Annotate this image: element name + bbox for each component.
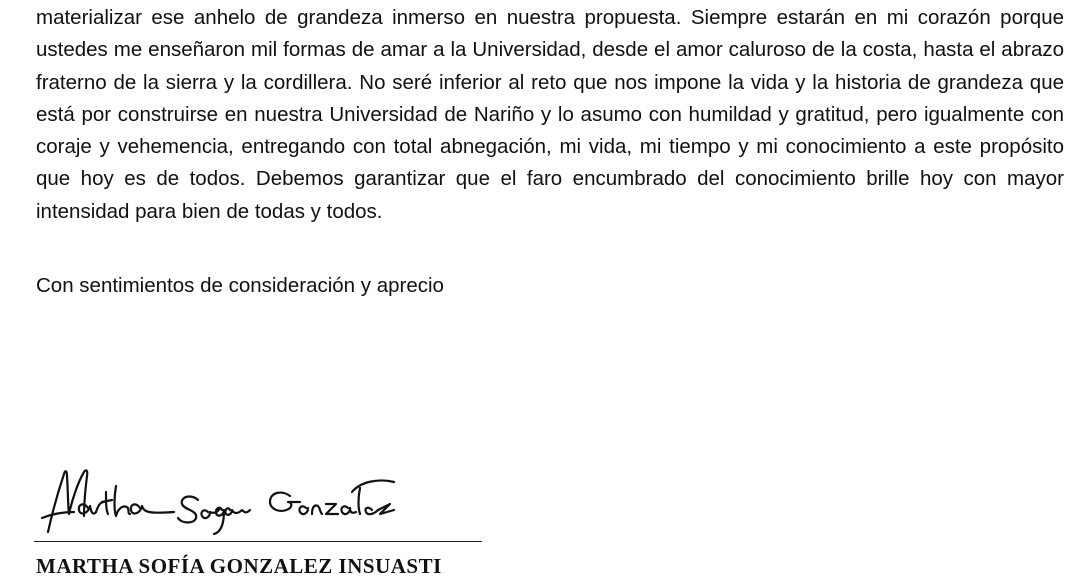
- signature-line: [34, 541, 482, 542]
- handwritten-signature: [38, 452, 438, 544]
- closing-line: Con sentimientos de consideración y aprecio: [36, 274, 444, 297]
- signer-printed-name: MARTHA SOFÍA GONZALEZ INSUASTI: [36, 554, 442, 578]
- body-paragraph: materializar ese anhelo de grandeza inmerso en nuestra propuesta. Siempre estarán en mi corazón porque ustedes me enseñaron mil formas de amar a la Universidad, desde el amor caluroso de la costa, hasta el abrazo fraterno de la sierra y la cordillera. No seré inferior al reto que nos impone la vida y la historia de grandeza que está por construirse en nuestra Universidad de Nariño y lo asumo con humildad y gratitud, pero igualmente con coraje y vehemencia, entregando con total abnegación, mi vida, mi tiempo y mi conocimiento a este propósito que hoy es de todos. Debemos garantizar que el faro encumbrado del conocimiento brille hoy con mayor intensidad para bien de todas y todos.: [36, 6, 1064, 223]
